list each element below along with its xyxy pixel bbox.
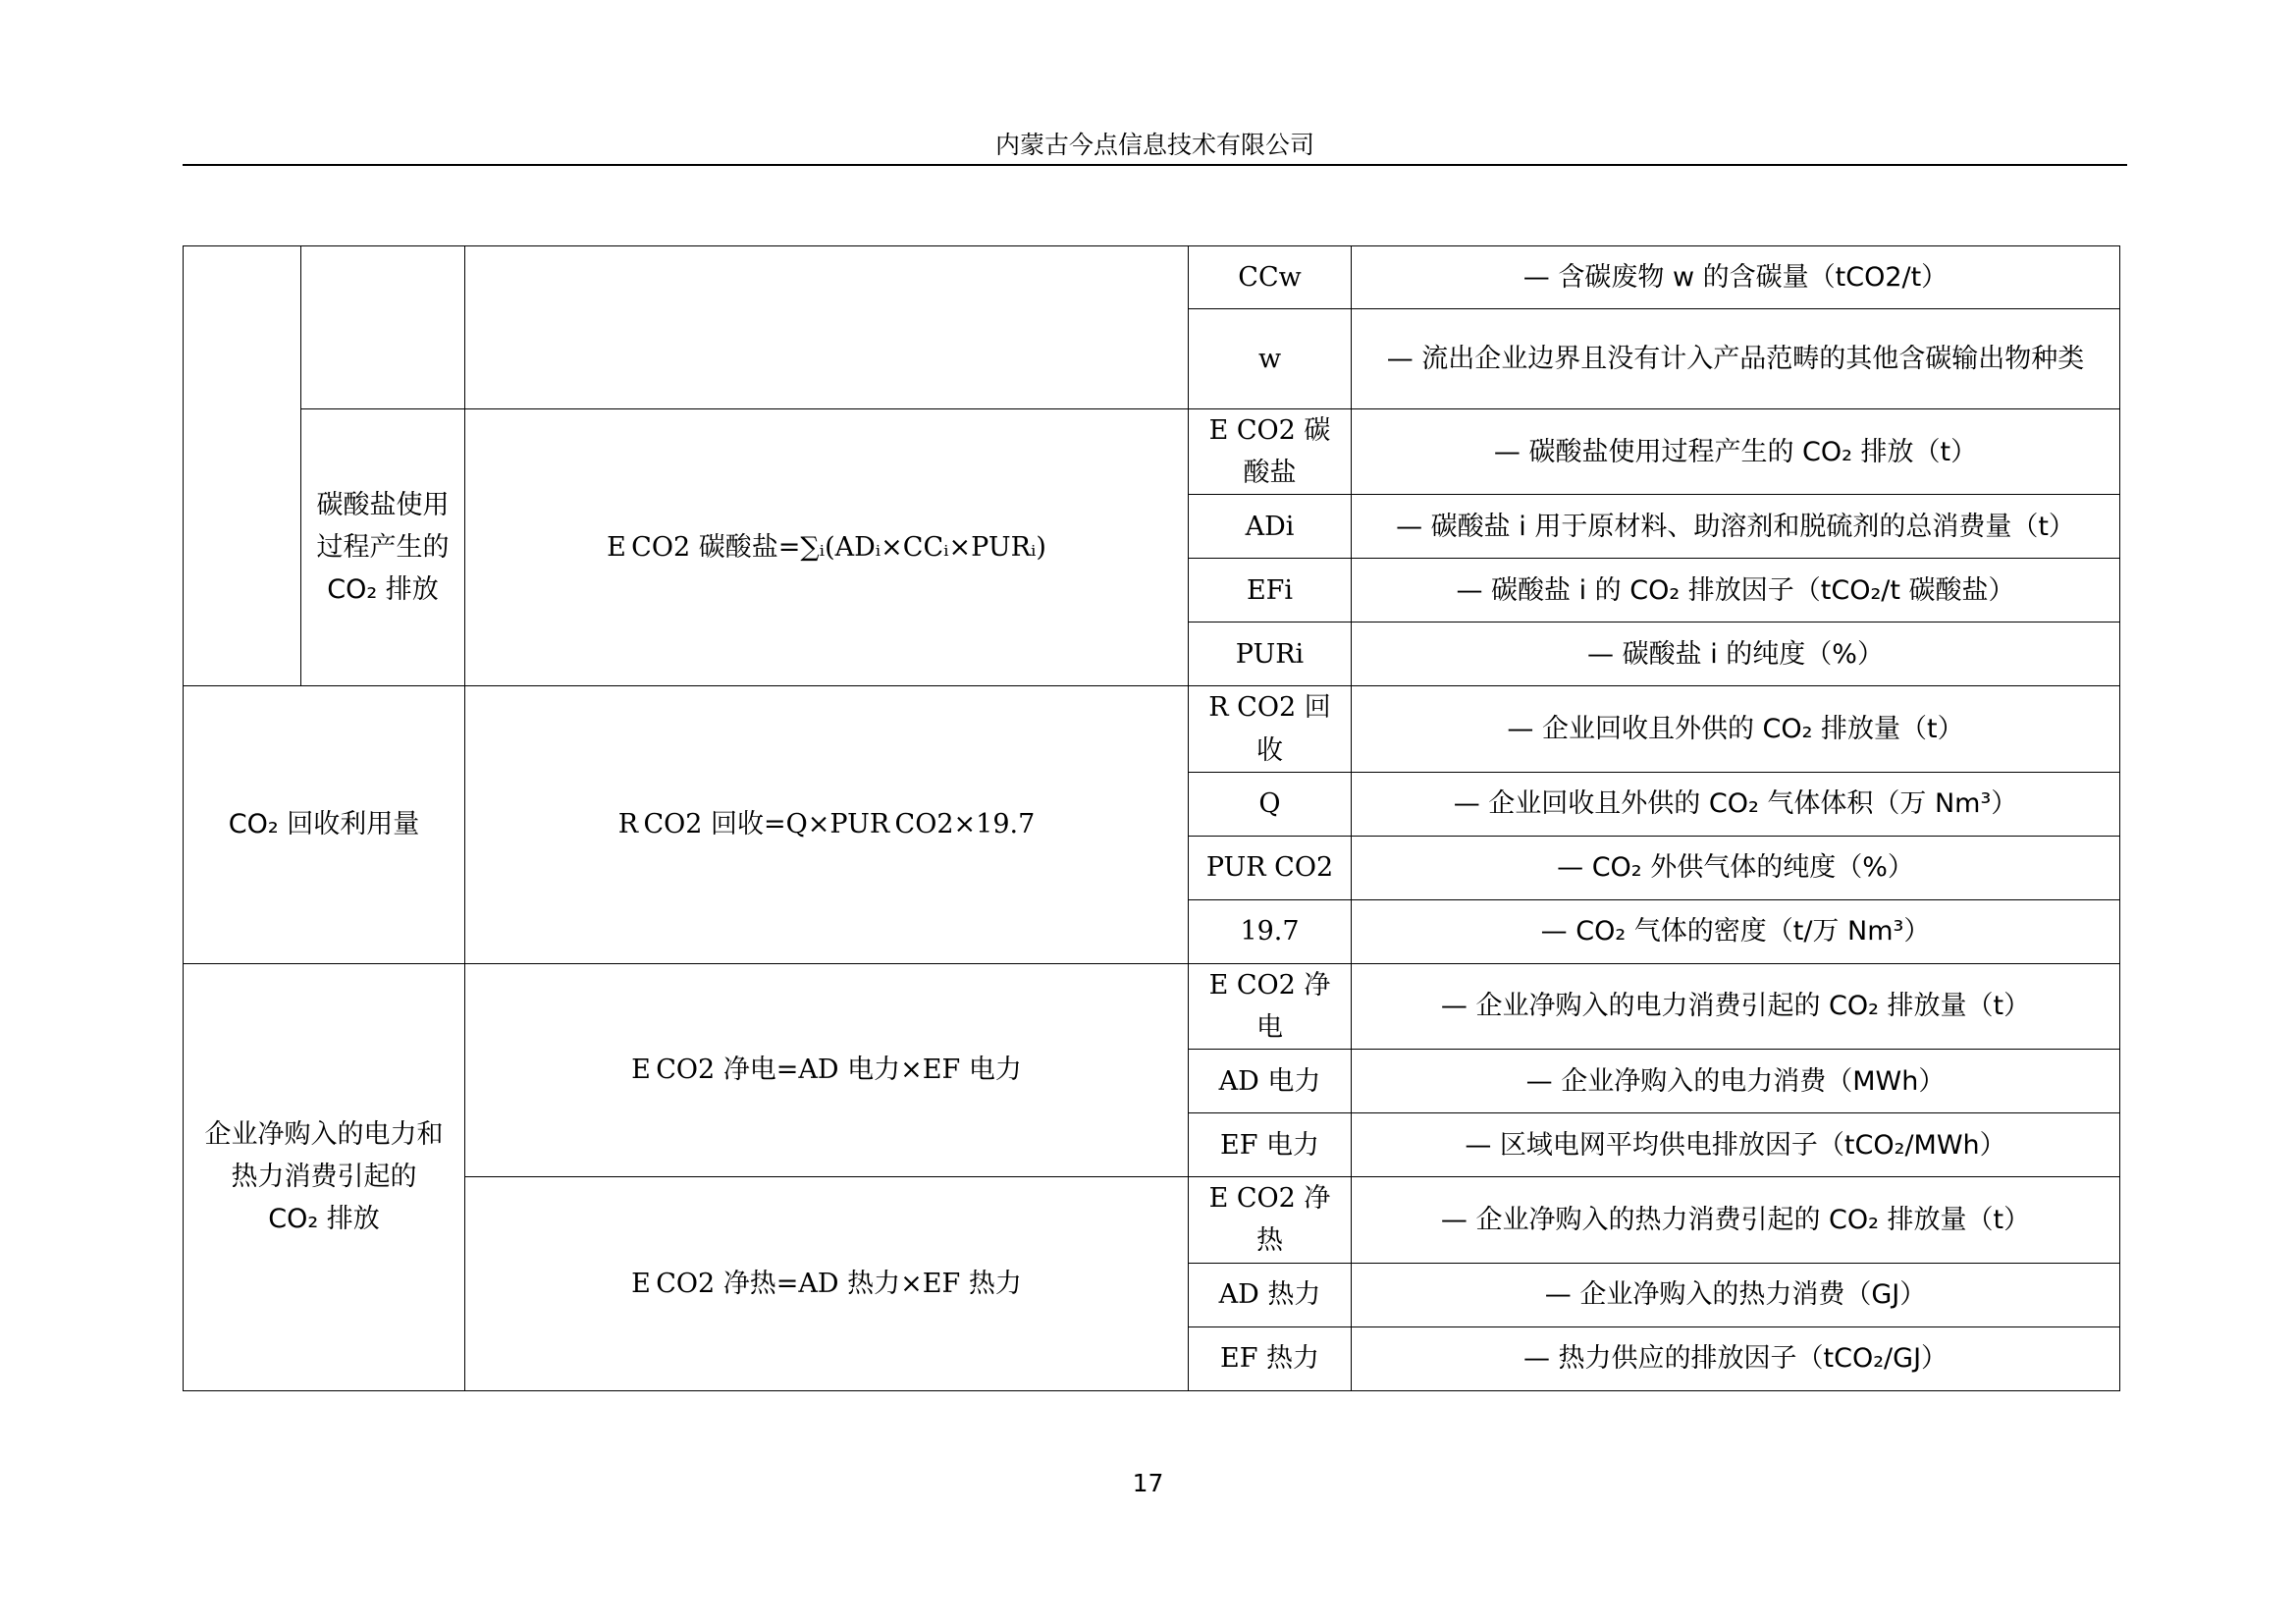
table-row xyxy=(184,246,2120,309)
recovery-formula-cell: R CO2 回收=Q×PUR CO2×19.7 xyxy=(465,686,1189,963)
description-cell: — 企业回收且外供的 CO₂ 排放量（t） xyxy=(1352,686,2120,772)
variable-cell: E CO2 净热 xyxy=(1189,1177,1352,1263)
variable-cell: R CO2 回收 xyxy=(1189,686,1352,772)
heat-formula-cell: E CO2 净热=AD 热力×EF 热力 xyxy=(465,1177,1189,1390)
description-cell: — CO₂ 外供气体的纯度（%） xyxy=(1352,836,2120,899)
variable-cell: AD 电力 xyxy=(1189,1050,1352,1113)
description-cell: — 碳酸盐使用过程产生的 CO₂ 排放（t） xyxy=(1352,409,2120,495)
description-cell: — 流出企业边界且没有计入产品范畴的其他含碳输出物种类 xyxy=(1352,309,2120,409)
recovery-category-cell: CO₂ 回收利用量 xyxy=(184,686,465,963)
description-cell: — 企业净购入的热力消费（GJ） xyxy=(1352,1263,2120,1326)
description-cell: — 含碳废物 w 的含碳量（tCO2/t） xyxy=(1352,246,2120,309)
carbonate-category-cell: 碳酸盐使用过程产生的 CO₂ 排放 xyxy=(301,409,465,686)
description-cell: — 企业净购入的电力消费引起的 CO₂ 排放量（t） xyxy=(1352,963,2120,1049)
document-header: 内蒙古今点信息技术有限公司 xyxy=(994,131,1314,159)
description-cell: — 碳酸盐 i 的 CO₂ 排放因子（tCO₂/t 碳酸盐） xyxy=(1352,559,2120,623)
description-cell: — 区域电网平均供电排放因子（tCO₂/MWh） xyxy=(1352,1113,2120,1177)
variable-cell: PURi xyxy=(1189,623,1352,686)
header-rule xyxy=(183,164,2127,166)
variable-cell: w xyxy=(1189,309,1352,409)
variable-cell: AD 热力 xyxy=(1189,1263,1352,1326)
variable-cell: EF 热力 xyxy=(1189,1326,1352,1390)
variable-cell: Q xyxy=(1189,772,1352,836)
description-cell: — 碳酸盐 i 用于原材料、助溶剂和脱硫剂的总消费量（t） xyxy=(1352,495,2120,559)
purchased-category-cell: 企业净购入的电力和热力消费引起的 CO₂ 排放 xyxy=(184,963,465,1390)
description-cell: — 企业净购入的热力消费引起的 CO₂ 排放量（t） xyxy=(1352,1177,2120,1263)
description-cell: — 热力供应的排放因子（tCO₂/GJ） xyxy=(1352,1326,2120,1390)
variable-cell: E CO2 碳酸盐 xyxy=(1189,409,1352,495)
blank-formula-cell xyxy=(465,246,1189,409)
electric-formula-cell: E CO2 净电=AD 电力×EF 电力 xyxy=(465,963,1189,1176)
table-row xyxy=(184,963,2120,1049)
variable-cell: CCw xyxy=(1189,246,1352,309)
carbonate-formula-cell: E CO2 碳酸盐=∑ᵢ(ADᵢ×CCᵢ×PURᵢ) xyxy=(465,409,1189,686)
table-row xyxy=(184,409,2120,495)
blank-category-cell xyxy=(184,246,301,686)
variable-cell: ADi xyxy=(1189,495,1352,559)
variable-cell: EF 电力 xyxy=(1189,1113,1352,1177)
table-row xyxy=(184,1177,2120,1263)
description-cell: — 企业回收且外供的 CO₂ 气体体积（万 Nm³） xyxy=(1352,772,2120,836)
page-number: 17 xyxy=(1132,1469,1164,1497)
emission-formula-table xyxy=(183,245,2120,1391)
variable-cell: 19.7 xyxy=(1189,899,1352,963)
variable-cell: E CO2 净电 xyxy=(1189,963,1352,1049)
description-cell: — CO₂ 气体的密度（t/万 Nm³） xyxy=(1352,899,2120,963)
description-cell: — 碳酸盐 i 的纯度（%） xyxy=(1352,623,2120,686)
variable-cell: PUR CO2 xyxy=(1189,836,1352,899)
variable-cell: EFi xyxy=(1189,559,1352,623)
description-cell: — 企业净购入的电力消费（MWh） xyxy=(1352,1050,2120,1113)
blank-subcategory-cell xyxy=(301,246,465,409)
table-row xyxy=(184,686,2120,772)
